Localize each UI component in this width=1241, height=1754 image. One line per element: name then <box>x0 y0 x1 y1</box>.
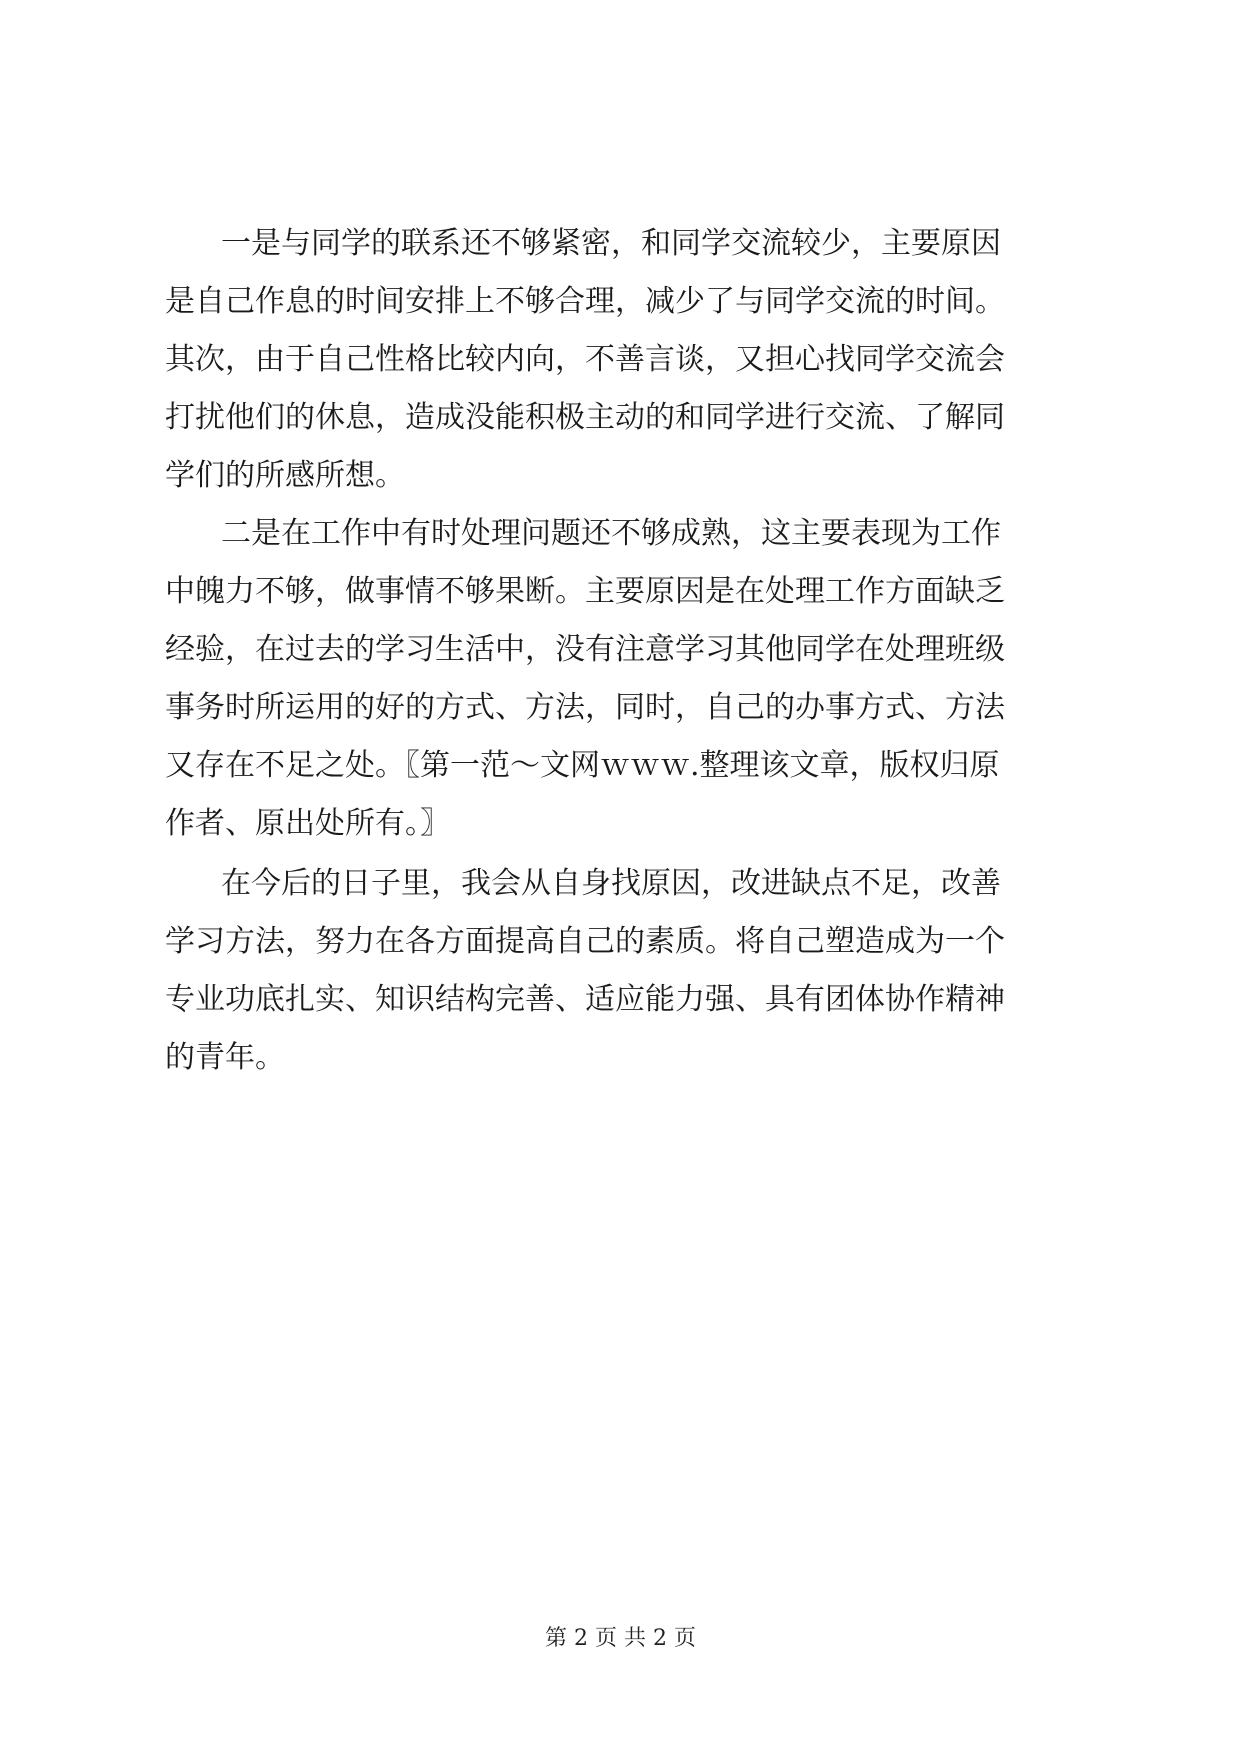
paragraph-2-line-1: 二是在工作中有时处理问题还不够成熟，这主要表现为工作 <box>221 516 1001 551</box>
paragraph-2-line-6: 作者、原出处所有。〗 <box>165 806 450 841</box>
paragraph-3-line-4: 的青年。 <box>165 1040 285 1075</box>
paragraph-3-line-2: 学习方法，努力在各方面提高自己的素质。将自己塑造成为一个 <box>165 924 1005 959</box>
paragraph-2-line-4: 事务时所运用的好的方式、方法，同时，自己的办事方式、方法 <box>165 690 1005 725</box>
paragraph-2-line-5: 又存在不足之处。〖第一范～文网ｗｗｗ.整理该文章，版权归原 <box>165 748 1000 783</box>
paragraph-3-line-1: 在今后的日子里，我会从自身找原因，改进缺点不足，改善 <box>221 866 1001 901</box>
paragraph-1-line-2: 是自己作息的时间安排上不够合理，减少了与同学交流的时间。 <box>165 284 1005 319</box>
paragraph-3-line-3: 专业功底扎实、知识结构完善、适应能力强、具有团体协作精神 <box>165 982 1005 1017</box>
paragraph-1-line-5: 学们的所感所想。 <box>165 458 405 493</box>
paragraph-1-line-1: 一是与同学的联系还不够紧密，和同学交流较少，主要原因 <box>221 226 1001 261</box>
paragraph-2-line-2: 中魄力不够，做事情不够果断。主要原因是在处理工作方面缺乏 <box>165 574 1005 609</box>
paragraph-1-line-3: 其次，由于自己性格比较内向，不善言谈，又担心找同学交流会 <box>165 342 1005 377</box>
page-number-footer: 第 2 页 共 2 页 <box>545 1626 696 1651</box>
paragraph-1-line-4: 打扰他们的休息，造成没能积极主动的和同学进行交流、了解同 <box>165 400 1005 435</box>
paragraph-2-line-3: 经验，在过去的学习生活中，没有注意学习其他同学在处理班级 <box>165 632 1005 667</box>
